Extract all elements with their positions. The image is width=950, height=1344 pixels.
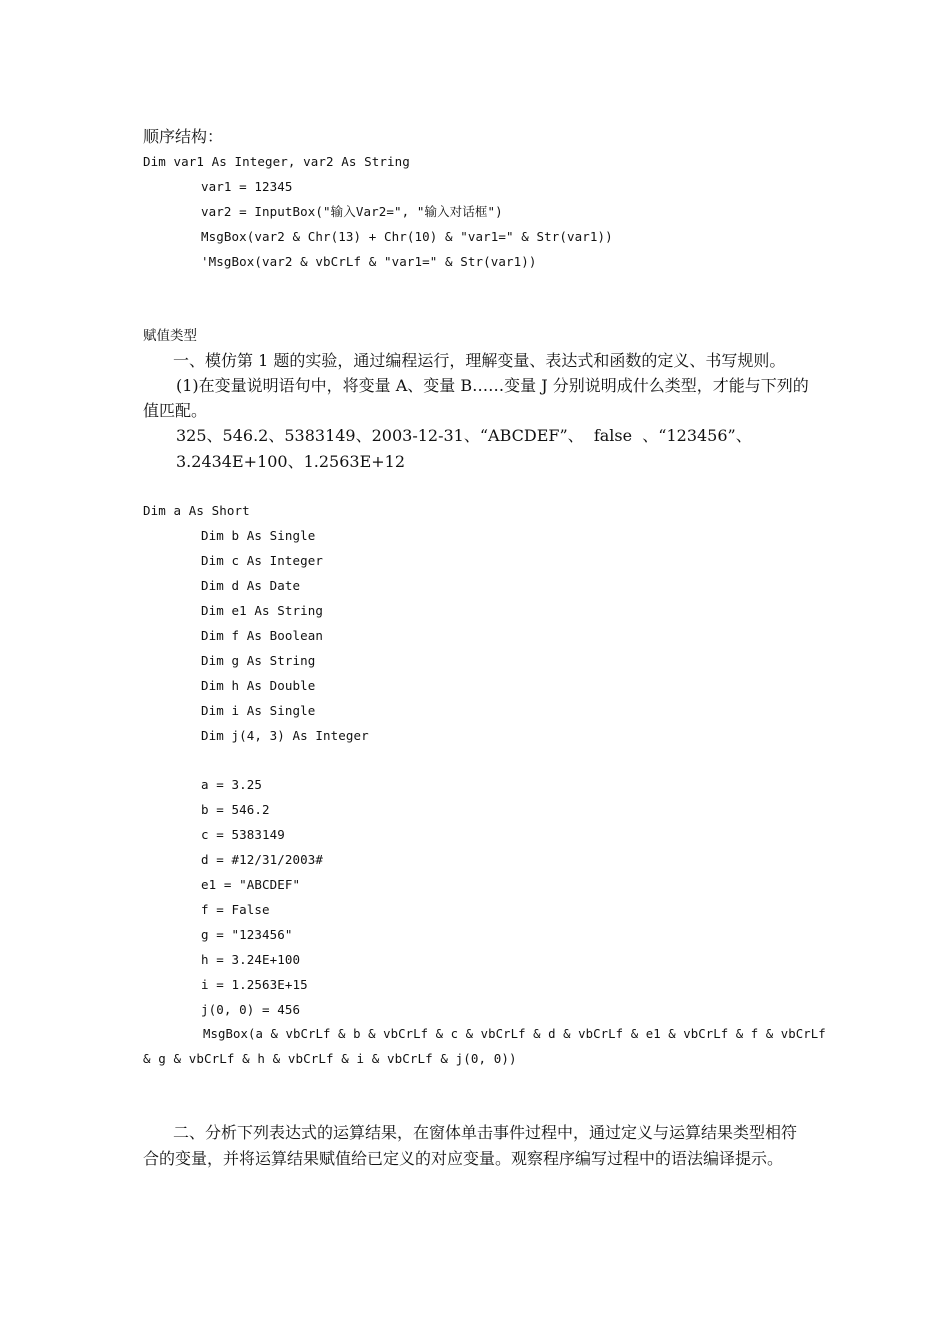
code-line: var2 = InputBox("输入Var2=", "输入对话框") — [201, 204, 503, 219]
task1-text: 一、模仿第 1 题的实验，通过编程运行，理解变量、表达式和函数的定义、书写规则。 — [173, 351, 786, 370]
code-line: 'MsgBox(var2 & vbCrLf & "var1=" & Str(var1)) — [201, 254, 537, 269]
code-line: MsgBox(var2 & Chr(13) + Chr(10) & "var1=" & Str(var1)) — [201, 229, 613, 244]
code-line: Dim e1 As String — [201, 603, 324, 618]
code-line: b = 546.2 — [201, 802, 270, 817]
code-line: & g & vbCrLf & h & vbCrLf & i & vbCrLf & j(0, 0)) — [143, 1051, 517, 1066]
code-line: f = False — [201, 902, 270, 917]
code-line: c = 5383149 — [201, 827, 285, 842]
values-list: 325、546.2、5383149、2003-12-31、“ABCDEF”、 false 、“123456”、 — [176, 426, 752, 445]
code-line: Dim h As Double — [201, 678, 316, 693]
sequence-heading: 顺序结构： — [143, 127, 224, 146]
code-line: i = 1.2563E+15 — [201, 977, 308, 992]
code-line: Dim j(4, 3) As Integer — [201, 728, 369, 743]
code-line: h = 3.24E+100 — [201, 952, 301, 967]
task1-sub-text-cont: 值匹配。 — [143, 401, 208, 420]
code-line: g = "123456" — [201, 927, 293, 942]
code-line: a = 3.25 — [201, 777, 263, 792]
code-line: j(0, 0) = 456 — [201, 1002, 301, 1017]
code-line: Dim d As Date — [201, 578, 301, 593]
code-line: d = #12/31/2003# — [201, 852, 324, 867]
code-line: Dim a As Short — [143, 503, 250, 518]
code-line: Dim b As Single — [201, 528, 316, 543]
code-line: Dim c As Integer — [201, 553, 324, 568]
code-line: MsgBox(a & vbCrLf & b & vbCrLf & c & vbCrLf & d & vbCrLf & e1 & vbCrLf & f & vbCrLf — [203, 1027, 826, 1041]
code-line: e1 = "ABCDEF" — [201, 877, 301, 892]
values-list-cont: 3.2434E+100、1.2563E+12 — [176, 452, 406, 471]
task2-text: 二、分析下列表达式的运算结果，在窗体单击事件过程中，通过定义与运算结果类型相符 — [173, 1123, 798, 1142]
task1-sub-text: (1)在变量说明语句中，将变量 A、变量 B……变量 J 分别说明成什么类型，才能与下列的 — [176, 376, 809, 395]
code-line: Dim f As Boolean — [201, 628, 324, 643]
assignment-heading: 赋值类型 — [143, 328, 197, 344]
code-line: Dim i As Single — [201, 703, 316, 718]
code-line: Dim g As String — [201, 653, 316, 668]
task2-text-cont: 合的变量，并将运算结果赋值给已定义的对应变量。观察程序编写过程中的语法编译提示。 — [143, 1149, 784, 1168]
code-line: Dim var1 As Integer, var2 As String — [143, 154, 410, 169]
code-line: var1 = 12345 — [201, 179, 293, 194]
